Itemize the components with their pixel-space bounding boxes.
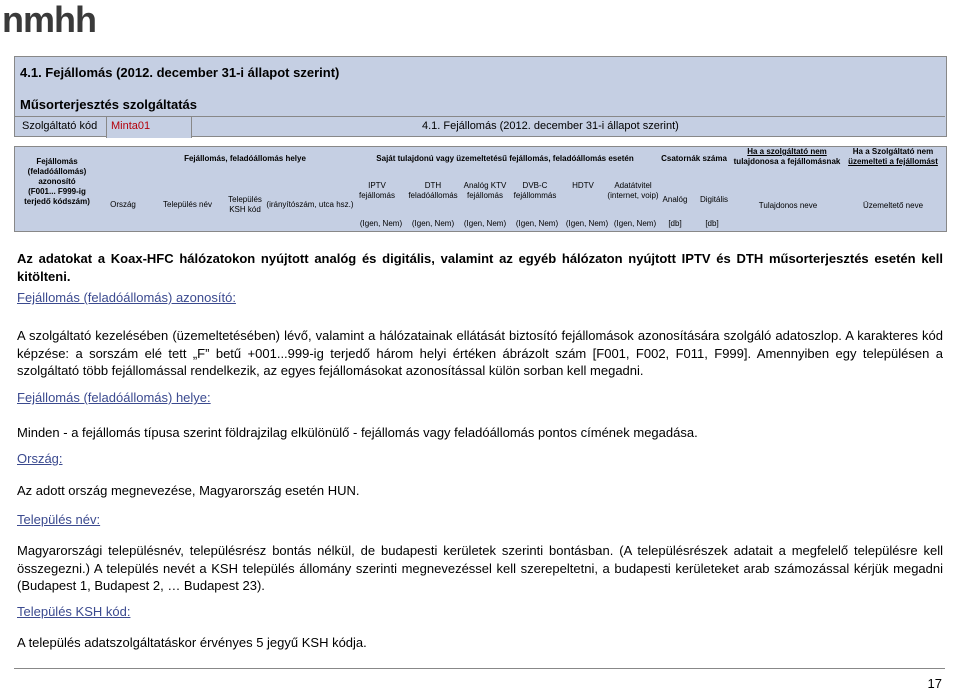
- col-id-line1: Fejállomás: [36, 157, 78, 166]
- yn-adat: (Igen, Nem): [613, 219, 657, 228]
- col-digital-header: Digitális: [699, 195, 728, 204]
- col-owner-note-line2: tulajdonosa a fejállomásnak: [733, 157, 841, 166]
- col-owner-note-line1: Ha a szolgáltató nem: [747, 147, 827, 156]
- col-id-header: [21, 157, 93, 207]
- yn-hdtv: (Igen, Nem): [565, 219, 609, 228]
- col-dvbc-line1: DVB-C: [522, 181, 548, 190]
- col-id-line2: (feladóállomás): [27, 167, 87, 176]
- col-hdtv-header: HDTV: [572, 181, 594, 190]
- section-title: 4.1. Fejállomás (2012. december 31-i állapot szerint): [20, 65, 340, 80]
- col-ktv-line2: fejállomás: [466, 191, 503, 200]
- paragraph-ksh: A település adatszolgáltatáskor érvényes 5 jegyű KSH kódja.: [17, 635, 367, 650]
- col-analog-header: Analóg: [662, 195, 688, 204]
- heading-settlement: Település név:: [17, 512, 101, 527]
- col-operator-name-header: Üzemeltető neve: [862, 201, 924, 210]
- column-header-grid: [14, 146, 947, 232]
- col-operator-note: [843, 147, 943, 167]
- col-dth-header: [403, 181, 463, 201]
- col-settlement-header: Település név: [163, 200, 212, 209]
- col-address-header: (irányítószám, utca hsz.): [266, 200, 354, 209]
- col-place-header: Fejállomás, feladóállomás helye: [184, 154, 306, 163]
- col-dvbc-header: [510, 181, 560, 201]
- col-own-header: Saját tulajdonú vagy üzemeltetésű fejállomás, feladóállomás esetén: [376, 154, 634, 163]
- heading-place: Fejállomás (feladóállomás) helye:: [17, 390, 211, 405]
- col-country-header: Ország: [110, 200, 136, 209]
- col-dvbc-line2: fejállommás: [513, 191, 557, 200]
- col-ksh-line1: Település: [228, 195, 262, 204]
- footer-divider: [14, 668, 945, 669]
- nmhh-logo: [2, 2, 126, 38]
- paragraph-place: Minden - a fejállomás típusa szerint földrajzilag elkülönülő - fejállomás vagy feladóállomás pontos címének megadása.: [17, 425, 698, 440]
- intro-text: Az adatokat a Koax-HFC hálózatokon nyújtott analóg és digitális, valamint az egyéb hálózaton nyújtott IPTV és DTH műsorterjesztés esetén kell kitölteni.: [17, 251, 943, 284]
- col-dth-line2: feladóállomás: [408, 191, 458, 200]
- col-ktv-line1: Analóg KTV: [463, 181, 507, 190]
- yn-dth: (Igen, Nem): [411, 219, 455, 228]
- yn-dvbc: (Igen, Nem): [515, 219, 559, 228]
- intro-paragraph: [17, 250, 943, 285]
- page-number: 17: [927, 676, 942, 691]
- col-ksh-header: [220, 195, 270, 215]
- col-adat-header: [603, 181, 663, 201]
- center-title: 4.1. Fejállomás (2012. december 31-i állapot szerint): [422, 120, 679, 132]
- paragraph-id: A szolgáltató kezelésében (üzemeltetésében) lévő, valamint a hálózatainak ellátását biztosító fejállomások azonosítására szolgáló adatoszlop. A karakteres kód képzése: a sorszám elé tett „F” betű +001...999-ig terjedő három helyi értéken ábrázolt szám [F001, F002, F011, F999]. Amennyiben egy településen a szolgáltató több fejállomással rendelkezik, az egyes fejállomásokat azonosítással külön sorban kell megadni.: [17, 328, 943, 378]
- col-adat-line2: (internet, voip): [607, 191, 659, 200]
- db-digital: [db]: [705, 219, 719, 228]
- provider-value[interactable]: Minta01: [106, 117, 192, 138]
- col-owner-name-header: Tulajdonos neve: [758, 201, 818, 210]
- col-channels-header: Csatornák száma: [661, 154, 727, 163]
- col-id-line5: terjedő kódszám): [24, 197, 90, 206]
- col-ktv-header: [460, 181, 510, 201]
- col-iptv-line2: fejállomás: [358, 191, 395, 200]
- provider-label: Szolgáltató kód: [22, 120, 98, 132]
- col-ksh-line2: KSH kód: [229, 205, 261, 214]
- heading-id: Fejállomás (feladóállomás) azonosító:: [17, 290, 236, 305]
- heading-ksh: Település KSH kód:: [17, 604, 131, 619]
- paragraph-country: Az adott ország megnevezése, Magyarország esetén HUN.: [17, 483, 360, 498]
- table-subtitle: Műsorterjesztés szolgáltatás: [20, 97, 198, 112]
- yn-ktv: (Igen, Nem): [463, 219, 507, 228]
- db-analog: [db]: [668, 219, 682, 228]
- col-iptv-header: [357, 181, 397, 201]
- col-id-line4: (F001... F999-ig: [28, 187, 86, 196]
- logo-text: nmhh: [2, 2, 96, 38]
- col-id-line3: azonosító: [38, 177, 76, 186]
- col-operator-note-line1: Ha a Szolgáltató nem: [852, 147, 934, 156]
- paragraph-settlement: Magyarországi településnév, településrész bontás nélkül, de budapesti kerületek szerinti bontásban. (A településrészek adatait a megfelelő településre kell összegezni.) A település nevét a KSH település állomány szerinti megnevezéssel kell szerepeltetni, a budapesti kerületeket arab számozással kérjük megadni (Budapest 1, Budapest 2, … Budapest 23).: [17, 543, 943, 593]
- col-iptv-line1: IPTV: [368, 181, 386, 190]
- yn-iptv: (Igen, Nem): [359, 219, 403, 228]
- provider-row: [14, 116, 945, 137]
- col-dth-line1: DTH: [424, 181, 442, 190]
- col-operator-note-line2: üzemelteti a fejállomást: [848, 157, 938, 166]
- heading-country: Ország:: [17, 451, 63, 466]
- col-owner-note: [729, 147, 845, 167]
- col-adat-line1: Adatátvitel: [614, 181, 652, 190]
